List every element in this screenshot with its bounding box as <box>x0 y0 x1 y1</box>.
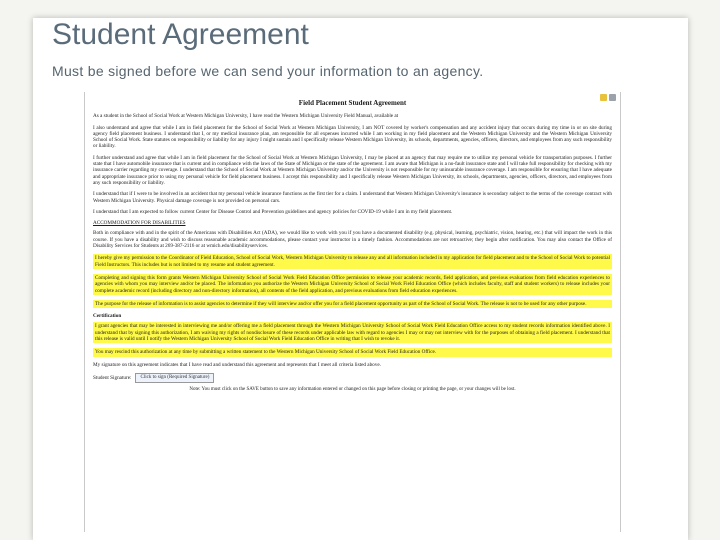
paragraph: I understand that if I were to be involved in an accident that my personal vehicle insurance functions as the first tier for a claim. I understand that Western Michigan University's insurance is secondary subject to the terms of the coverage contract with Western Michigan University. Physical damage coverage is not provided on personal cars. <box>93 191 612 204</box>
highlighted-paragraph: Completing and signing this form grants Western Michigan University School of Social Work Field Education Office permission to release your academic records, field application, and previous evaluations from field education experiences to agencies with whom you may interview and/or be placed. The information you authorize the Western Michigan University School of Social Work Field Education Office (which includes faculty, staff and student workers) to release includes your complete academic record (including directory and non-directory information), all contents of the field application, and previous evaluations from field education experiences. <box>95 274 610 294</box>
certification-paragraph: You may rescind this authorization at any time by submitting a written statement to the Western Michigan University School of Social Work Field Education Office. <box>93 348 612 356</box>
paragraph: I further understand and agree that while I am in field placement for the School of Social Work at Western Michigan University, I may be placed at an agency that may require me to utilize my personal vehicle for transportation purposes. I further state that I have automobile insurance that is current and in compliance with the laws of the State of Michigan or the state of the agreement. I am aware that Michigan is a no-fault insurance state and I will take full responsibility for checking with my insurance carrier regarding my coverage. I understand that the School of Social Work at Western Michigan University and/or the University is not responsible for my uninsurable insurance coverage. I am responsible for ensuring that I have adequate and appropriate insurance prior to using my personal vehicle for field placement business. I accept this responsibility and I specifically release Western Michigan University, its schools, departments, agencies, officers, directors, and employees from any such responsibility or liability. <box>93 154 612 186</box>
accommodation-text: Both in compliance with and in the spirit of the Americans with Disabilities Act (ADA), we would like to work with you if you have a documented disability (e.g. physical, learning, psychiatric, vision, hearing, etc.) that will impact the work in this course. If you have a disability and wish to discuss reasonable academic accommodations, please contact your instructor in a timely fashion. Accommodations are not retroactive; they begin after notification. You may also contact the Office of Disability Services for Students at 269-387-2116 or at wmich.edu/disabilityservices. <box>93 230 612 250</box>
paragraph: As a student in the School of Social Work at Western Michigan University, I have read the Western Michigan University Field Manual, available at <box>93 113 399 120</box>
signature-field[interactable]: Click to sign (Required Signature) <box>135 373 214 383</box>
accommodation-heading: ACCOMMODATION FOR DISABILITIES <box>93 220 186 227</box>
save-note: Note: You must click on the SAVE button to save any information entered or changed on this page before closing or printing the page, or your changes will be lost. <box>189 386 516 392</box>
highlighted-paragraph: The purpose for the release of information is to assist agencies to determine if they will interview and/or offer you for a field placement opportunity as part of the School of Social Work. The release is not to be used for any other purpose. <box>93 300 612 308</box>
certification-paragraph: I grant agencies that may be interested in interviewing me and/or offering me a field placement through the Western Michigan University School of Social Work Field Education Office access to my student records information identified above. I understand that by signing this authorization, I am waiving my rights of nondisclosure of these records under applicable law with regard to agencies I may or may not interview with for the purposes of obtaining a field placement. I understand that this release is valid until I notify the Western Michigan University School of Social Work Field Education Office in writing that I wish to revoke it. <box>95 323 610 343</box>
document-screenshot <box>84 92 621 532</box>
doc-toolbar <box>600 94 616 101</box>
signature-statement: My signature on this agreement indicates that I have read and understand this agreement and represents that I meet all criteria listed above. <box>93 361 381 368</box>
signature-label: Student Signature: <box>93 374 132 381</box>
slide-title: Student Agreement <box>52 18 309 51</box>
signature-row <box>93 373 612 383</box>
paragraph: I understand that I am expected to follow current Center for Disease Control and Prevention guidelines and agency policies for COVID-19 while I am in my field placement. <box>93 208 453 215</box>
highlighted-paragraph: I hereby give my permission to the Coordinator of Field Education, School of Social Work, Western Michigan University to release any and all information included in my application for field placement and to the School of Social Work to potential Field Instructors. This includes but is not limited to my resume and student agreement. <box>95 255 610 268</box>
document-title: Field Placement Student Agreement <box>298 99 407 107</box>
slide-subtitle: Must be signed before we can send your information to an agency. <box>52 63 484 79</box>
highlight-icon[interactable] <box>600 94 607 101</box>
settings-icon[interactable] <box>609 94 616 101</box>
paragraph: I also understand and agree that while I am in field placement for the School of Social Work at Western Michigan University, I am NOT covered by worker's compensation and any accident injury that occurs during my time in or on site during agency field placement business. I understand that I, or my medical insurance plan, am responsible for all expenses incurred while I am working in my field placement and the Western Michigan University and the Western Michigan University School of Social Work. State statutes on responsibility or liability for any injury I might sustain and I specifically release Western Michigan University, its schools, departments, agencies, officers, directors, and employees from any such responsibility or liability. <box>93 124 612 150</box>
certification-heading: Certification <box>93 313 122 320</box>
